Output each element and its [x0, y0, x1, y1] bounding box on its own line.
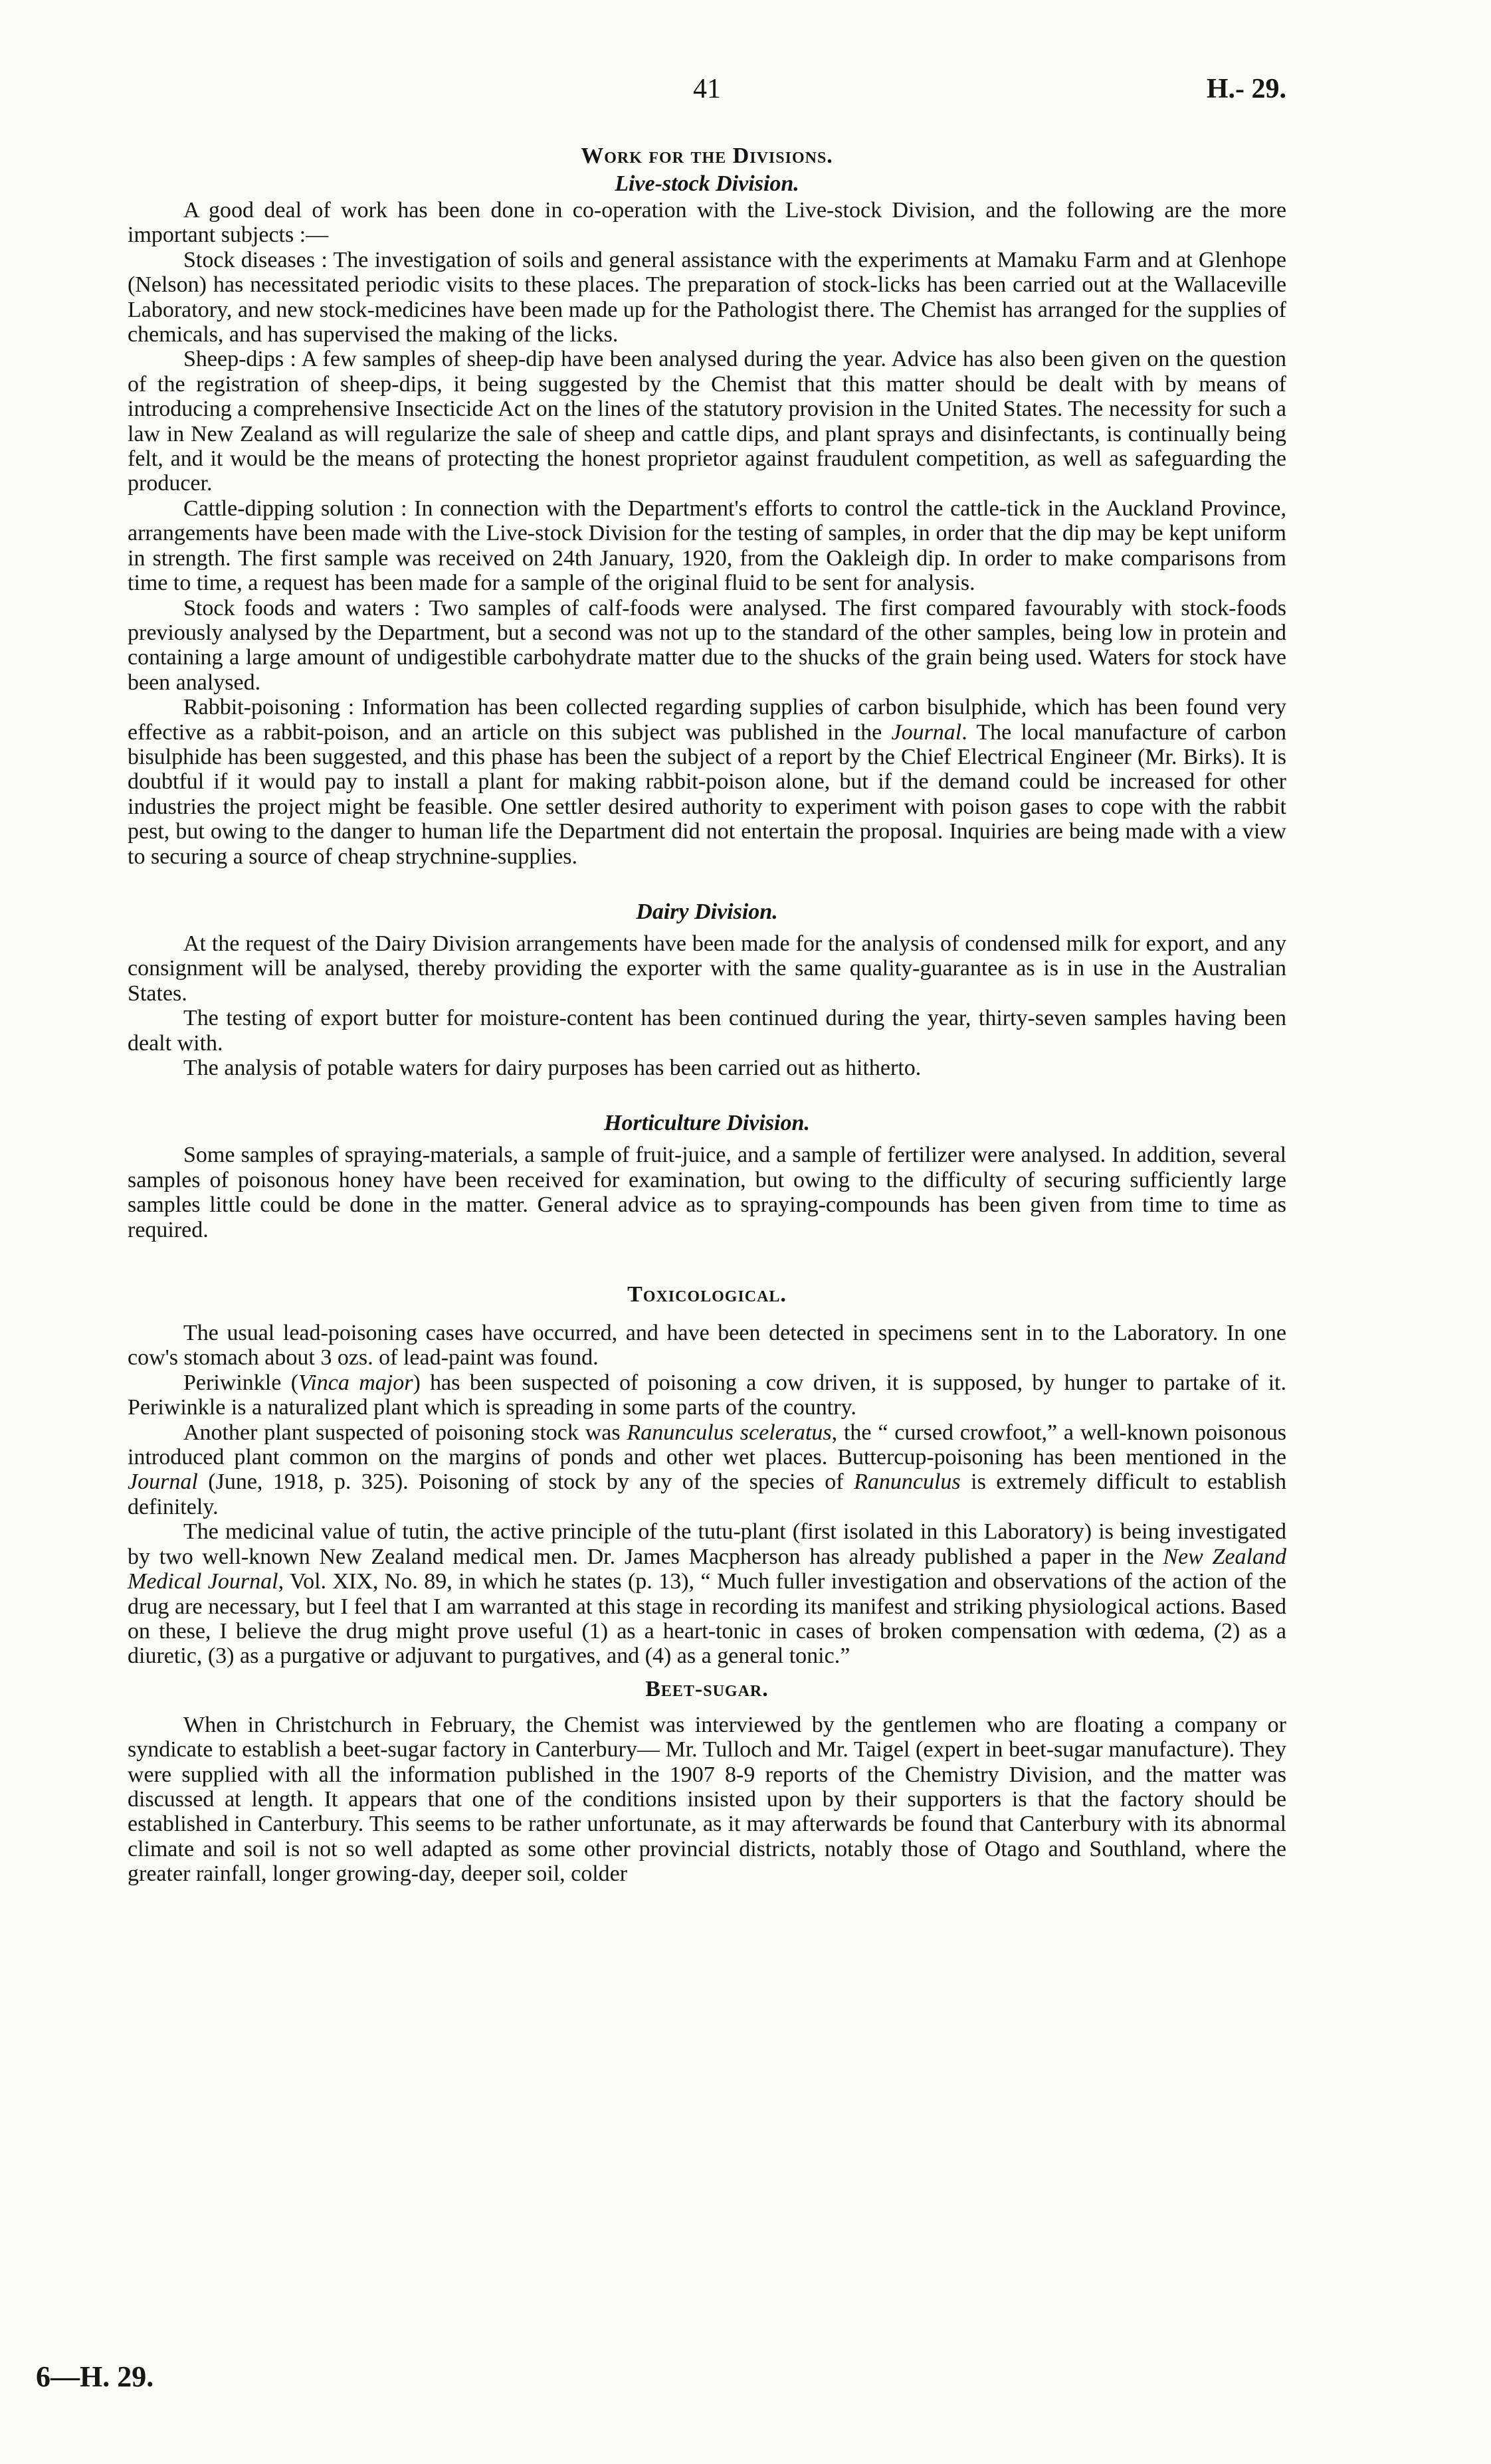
paragraph-lead-poisoning: The usual lead-poisoning cases have occurred, and have been detected in specimens sent in to the Laboratory. In one cow's stomach about 3 ozs. of lead-paint was found.: [128, 1321, 1286, 1371]
italic-latin-name: Ranunculus sceleratus: [627, 1420, 832, 1445]
paragraph-tutin: [128, 1519, 1286, 1668]
paragraph-beet-sugar: When in Christchurch in February, the Chemist was interviewed by the gentlemen who are floating a company or syndicate to establish a beet-sugar factory in Canterbury— Mr. Tulloch and Mr. Taigel (expert in beet-sugar manufacture). They were supplied with all the information published in the 1907 8-9 reports of the Chemistry Division, and the matter was discussed at length. It appears that one of the conditions insisted upon by their supporters is that the factory should be established in Canterbury. This seems to be rather unfortunate, as it may afterwards be found that Canterbury with its abnormal climate and soil is not so well adapted as some other provincial districts, notably those of Otago and Southland, where the greater rainfall, longer growing-day, deeper soil, colder: [128, 1712, 1286, 1887]
section-title-work: Work for the Divisions.: [581, 143, 833, 168]
section-title-beet-sugar: Beet-sugar.: [645, 1676, 769, 1701]
page-header: [128, 73, 1286, 120]
text-run: Rabbit-poisoning : Information has been collected regarding supplies of carbon bisulphide, which has been found very effective as a rabbit-poison, and an article on this subject was published in the: [128, 695, 1286, 745]
footer-signature: 6—H. 29.: [36, 2360, 154, 2393]
italic-journal: Journal: [128, 1469, 198, 1495]
text-run: , the “ cursed crowfoot,” a well-known poisonous introduced plant common on the margins of ponds and other wet places. Buttercup-poisoning has been mentioned in the: [128, 1420, 1286, 1470]
text-run: Another plant suspected of poisoning stock was: [183, 1420, 627, 1445]
paragraph-periwinkle: [128, 1371, 1286, 1420]
paragraph-stock-foods: Stock foods and waters : Two samples of calf-foods were analysed. The first compared favourably with stock-foods previously analysed by the Department, but a second was not up to the standard of the other samples, being low in protein and containing a large amount of undigestible carbohydrate matter due to the shucks of the grain being used. Waters for stock have been analysed.: [128, 595, 1286, 695]
italic-latin-name: Vinca major: [298, 1370, 413, 1395]
paragraph-condensed-milk: At the request of the Dairy Division arrangements have been made for the analysis of condensed milk for export, and any consignment will be analysed, thereby providing the exporter with the same quality-guarantee as is in use in the Australian States.: [128, 931, 1286, 1006]
text-run: (June, 1918, p. 325). Poisoning of stock by any of the species of: [197, 1469, 854, 1495]
paragraph-cattle-dipping: Cattle-dipping solution : In connection with the Department's efforts to control the cattle-tick in the Auckland Province, arrangements have been made with the Live-stock Division for the testing of samples, in order that the dip may be kept uniform in strength. The first sample was received on 24th January, 1920, from the Oakleigh dip. In order to make comparisons from time to time, a request has been made for a sample of the original fluid to be sent for analysis.: [128, 496, 1286, 596]
text-run: ) has been suspected of poisoning a cow driven, it is supposed, by hunger to partake of it. Periwinkle is a naturalized plant which is spreading in some parts of the country.: [128, 1370, 1286, 1420]
text-run: , Vol. XIX, No. 89, in which he states (p. 13), “ Much fuller investigation and observations of the action of the drug are necessary, but I feel that I am warranted at this stage in recording its manifest and striking physiological actions. Based on these, I believe the drug might prove useful (1) as a heart-tonic in cases of broken compensation with œdema, (2) as a diuretic, (3) as a purgative or adjuvant to purgatives, and (4) as a general tonic.”: [128, 1569, 1286, 1669]
subsection-title-horticulture: Horticulture Division.: [604, 1111, 810, 1136]
paragraph-potable-waters: The analysis of potable waters for dairy purposes has been carried out as hitherto.: [183, 1056, 922, 1080]
paragraph-rabbit-poisoning: [128, 695, 1286, 869]
italic-latin-name: Ranunculus: [854, 1469, 961, 1495]
text-run: is extremely difficult to establish definitely.: [128, 1469, 1287, 1519]
text-run: The medicinal value of tutin, the active principle of the tutu-plant (first isolated in this Laboratory) is being investigated by two well-known New Zealand medical men. Dr. James Macpherson has already published a paper in the: [128, 1519, 1286, 1569]
subsection-title-dairy: Dairy Division.: [636, 899, 778, 924]
section-title-toxicological: Toxicological.: [627, 1282, 787, 1307]
italic-journal: New Zealand Medical Journal: [128, 1544, 1286, 1594]
subsection-title-livestock: Live-stock Division.: [615, 171, 799, 196]
paragraph-livestock-intro: A good deal of work has been done in co-operation with the Live-stock Division, and the following are the more important subjects :—: [128, 198, 1286, 248]
paragraph-stock-diseases: Stock diseases : The investigation of soils and general assistance with the experiments at Mamaku Farm and at Glenhope (Nelson) has necessitated periodic visits to these places. The preparation of stock-licks has been carried out at the Wallaceville Laboratory, and new stock-medicines have been made up for the Pathologist there. The Chemist has arranged for the supplies of chemicals, and has supervised the making of the licks.: [128, 247, 1286, 347]
italic-journal: Journal: [891, 719, 962, 745]
document-reference: H.- 29.: [1206, 74, 1286, 104]
paragraph-horticulture: Some samples of spraying-materials, a sample of fruit-juice, and a sample of fertilizer were analysed. In addition, several samples of poisonous honey have been received for examination, but owing to the difficulty of securing sufficiently large samples little could be done in the matter. General advice as to spraying-compounds has been given from time to time as required.: [128, 1143, 1286, 1242]
page-content: [128, 142, 1286, 1887]
paragraph-export-butter: The testing of export butter for moisture-content has been continued during the year, thirty-seven samples having been dealt with.: [128, 1006, 1286, 1056]
text-run: Periwinkle (: [183, 1370, 299, 1395]
text-run: . The local manufacture of carbon bisulphide has been suggested, and this phase has been the subject of a report by the Chief Electrical Engineer (Mr. Birks). It is doubtful if it would pay to install a plant for making rabbit-poison alone, but if the demand could be increased for other industries the project might be feasible. One settler desired authority to experiment with poison gases to cope with the rabbit pest, but owing to the danger to human life the Department did not entertain the proposal. Inquiries are being made with a view to securing a source of cheap strychnine-supplies.: [128, 719, 1287, 869]
page-number: 41: [693, 74, 721, 104]
paragraph-ranunculus: [128, 1420, 1286, 1520]
paragraph-sheep-dips: Sheep-dips : A few samples of sheep-dip have been analysed during the year. Advice has also been given on the question of the registration of sheep-dips, it being suggested by the Chemist that this matter should be dealt with by means of introducing a comprehensive Insecticide Act on the lines of the statutory provision in the United States. The necessity for such a law in New Zealand as will regularize the sale of sheep and cattle dips, and plant sprays and disinfectants, is continually being felt, and it would be the means of protecting the honest proprietor against fraudulent competition, as well as safeguarding the producer.: [128, 347, 1286, 496]
